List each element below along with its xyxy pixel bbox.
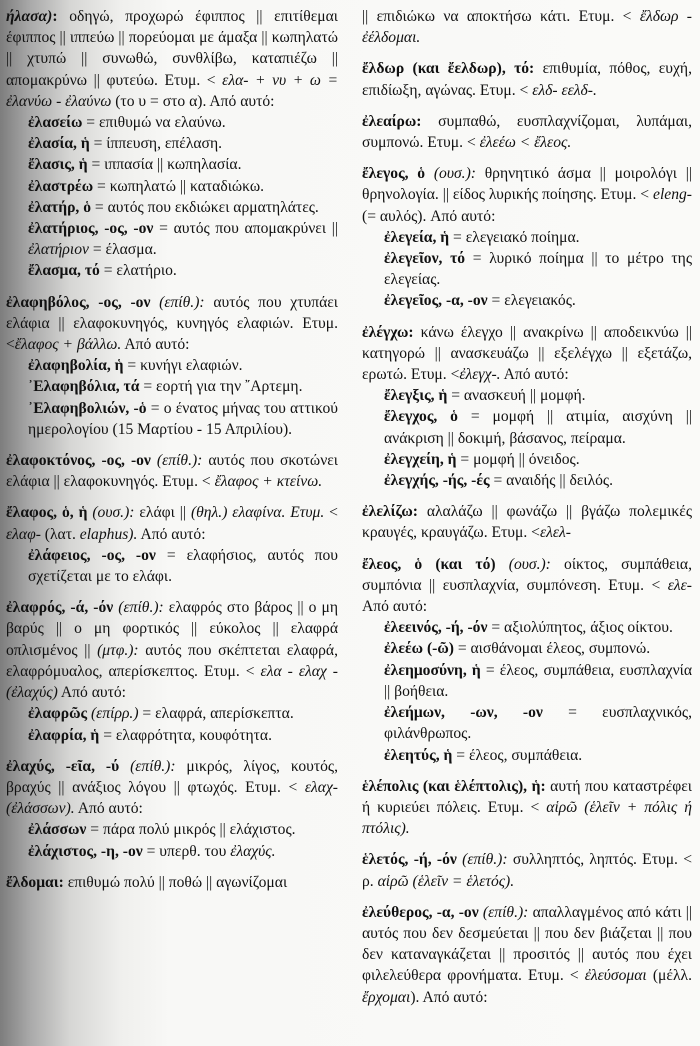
definition-text: συμπαθώ, ευσπλαχνίζομαι, λυπάμαι, συμπονώ. Ετυμ. <: [362, 112, 692, 152]
headword: ἔλεγος, ὁ: [362, 165, 434, 183]
headword: ἐλαφρία, ἡ: [28, 726, 100, 744]
italic-text: (ουσ.):: [92, 504, 135, 522]
dictionary-entry: [362, 322, 692, 492]
sub-entry: [6, 703, 338, 724]
definition-text: = μομφή || όνειδος.: [456, 450, 580, 468]
italic-text: (ουσ.):: [495, 555, 551, 573]
sub-entry: [6, 841, 338, 862]
definition-text: Από αυτό:: [137, 525, 206, 543]
entry-main-text: [362, 58, 692, 100]
entry-main-text: [362, 849, 692, 891]
entry-main-text: [6, 502, 338, 544]
dictionary-entry: [6, 597, 338, 745]
italic-text: (ουσ.):: [433, 165, 476, 183]
headword: ἐλαφρῶς: [28, 705, 88, 723]
italic-text: ἐλεγχ-.: [459, 366, 501, 384]
italic-text: (επίθ.):: [159, 293, 205, 311]
headword: ἐλέγχω:: [362, 323, 414, 341]
sub-entry: [6, 218, 338, 260]
definition-text: = αισθάνομαι έλεος, συμπονώ.: [453, 640, 651, 658]
headword: ἐλαφρός, -ά, -όν: [6, 599, 119, 617]
dictionary-entry: [6, 502, 338, 587]
dictionary-entry: [362, 554, 692, 766]
italic-text: (επίθ.):: [156, 452, 203, 470]
definition-text: αυτός που σκοτώνει ελάφια || ελαφοκυνηγός. Ετυμ. <: [6, 452, 338, 491]
italic-text: ἐλεύσομαι: [584, 967, 647, 985]
sub-entry: [362, 385, 692, 406]
headword: ἐλατήρ, ὁ: [28, 198, 92, 216]
headword: ἐλαφοκτόνος, -ος, -ον: [6, 452, 157, 470]
italic-text: ἔλαφος + κτείνω.: [214, 473, 323, 491]
definition-text: = αυτός που εκδιώκει αρματηλάτες.: [91, 198, 319, 216]
headword: :: [52, 8, 70, 25]
italic-text: ἔλδωρ - ἐέλδομαι.: [362, 8, 692, 47]
entry-main-text: [362, 554, 692, 618]
definition-text: = ανασκευή || μομφή.: [447, 387, 586, 405]
headword: ἐλασία, ἡ: [28, 135, 90, 153]
headword: ἐλαστρέω: [28, 177, 94, 195]
definition-text: = εορτή για την ῎Αρτεμη.: [139, 378, 303, 396]
definition-text: επιθυμία, πόθος, ευχή, επιδίωξη, αγώνας. Ετυμ. <: [362, 60, 692, 99]
italic-text: ελαχ- (ἐλάσσων).: [6, 778, 338, 818]
dictionary-entry: [6, 756, 338, 862]
italic-text: (θηλ.) ελαφίνα. Ετυμ.: [190, 504, 325, 522]
definition-text: = ιππασία || κωπηλασία.: [87, 156, 242, 174]
definition-text: οδηγώ, προχωρώ έφιππος || επιτίθεμαι έφιππος || ιππεύω || πορεύομαι με άμαξα || κωπηλατώ || χτυπώ || συνωθώ, συνθλίβω, καταπιέζω || απομακρύνω || φυτεύω. Ετυμ. <: [6, 8, 338, 89]
definition-text: Από αυτό:: [362, 598, 428, 616]
sub-entry: [362, 470, 692, 491]
definition-text: Από αυτό:: [57, 684, 126, 702]
sub-entry: [362, 248, 692, 290]
entry-main-text: [6, 450, 338, 492]
italic-text: (επίρρ.): [87, 705, 139, 723]
definition-text: = ίππευση, επέλαση.: [89, 135, 223, 153]
headword: ἔλδωρ (και ἔελδωρ), τό:: [362, 60, 535, 78]
headword: ἐλεαίρω:: [362, 112, 422, 130]
entry-main-text: [6, 872, 338, 893]
headword: ἐλάχιστος, -η, -ον: [28, 842, 143, 860]
sub-entry: [6, 819, 338, 840]
headword: ήλασα): [6, 8, 53, 25]
italic-text: ἔρχομαι: [362, 988, 411, 1006]
sub-entry: [362, 290, 692, 311]
definition-text: = ελεγειακός.: [487, 292, 576, 310]
definition-text: <: [324, 504, 338, 522]
headword: ἐλεύθερος, -α, -ον: [362, 903, 483, 921]
definition-text: = ελατήριο.: [99, 262, 177, 280]
headword: ἐλεγεία, ἡ: [384, 228, 450, 246]
definition-text: αυτός που χτυπάει ελάφια || ελαφοκυνηγός, κυνηγός ελαφιών. Ετυμ. <: [6, 293, 338, 354]
headword: ἐλεγχείη, ἡ: [384, 450, 457, 468]
sub-entry: [6, 176, 338, 197]
sub-entry: [362, 638, 692, 659]
headword: ἐλάφειος, -ος, -ον: [28, 546, 156, 564]
entry-main-text: [6, 597, 338, 703]
headword: ἐλατήριος, -ος, -ον: [28, 220, 154, 238]
definition-text: = κωπηλατώ || καταδιώκω.: [93, 177, 265, 195]
headword: ἐλάσσων: [28, 821, 87, 839]
definition-text: = αξιολύπητος, άξιος οίκτου.: [487, 619, 673, 637]
sub-entry: [362, 617, 692, 638]
entry-main-text: [362, 111, 692, 153]
headword: ἔλεος, ὁ (και τό): [362, 555, 496, 573]
italic-text: ελαφ-: [6, 525, 41, 543]
italic-text: (επίθ.):: [130, 757, 176, 775]
italic-text: ελα - ελαχ - (ἐλαχύς): [6, 662, 338, 702]
headword: ἔλαφος, ὁ, ἡ: [6, 504, 93, 522]
italic-text: ελα- + νυ + ω = ἐλανύω - ἐλαύνω: [6, 71, 338, 110]
definition-text: συλληπτός, ληπτός. Ετυμ. < ρ.: [362, 851, 693, 890]
headword: ἐλαφηβόλος, -ος, -ον: [6, 293, 160, 311]
dictionary-entry: [6, 872, 338, 893]
definition-text: = ελαφήσιος, αυτός που σχετίζεται με το ελάφι.: [28, 546, 338, 586]
headword: ἐλελίζω:: [362, 503, 418, 521]
entry-continuation: [362, 6, 692, 48]
entry-main-text: [6, 6, 338, 112]
definition-text: (λατ.: [40, 525, 80, 543]
definition-text: = μομφή || ατιμία, αισχύνη || ανάκριση || δοκιμή, βάσανος, πείραμα.: [384, 408, 692, 447]
headword: ᾿Ελαφηβολιών, -ὁ: [28, 399, 147, 417]
definition-text: = υπερθ. του: [142, 842, 231, 860]
right-column: [362, 6, 692, 1018]
italic-text: αἱρῶ (ἑλεῖν + πόλις ή πτόλις).: [362, 798, 692, 838]
headword: ἑλέπολις (και ἑλέπτολις), ἡ:: [362, 777, 546, 795]
italic-text: ἐλεέω < ἔλεος.: [479, 134, 572, 152]
definition-text: = αυτός που απομακρύνει ||: [153, 220, 339, 238]
sub-entry: [6, 197, 338, 218]
headword: ἐλεεινός, -ή, -όν: [384, 619, 488, 637]
italic-text: (επίθ.):: [462, 851, 508, 869]
definition-text: οίκτος, συμπάθεια, συμπόνια || ευσπλαχνία, συμπόνεση. Ετυμ. <: [362, 555, 692, 594]
italic-text: (μτφ.):: [97, 641, 139, 659]
italic-text: ἔλαφος + βάλλω.: [14, 336, 122, 354]
sub-entry: [362, 449, 692, 470]
entry-main-text: [362, 6, 692, 48]
sub-entry: [6, 260, 338, 281]
definition-text: (μέλλ.: [646, 967, 692, 985]
definition-text: ). Από αυτό:: [410, 988, 488, 1006]
definition-text: ελαφρός στο βάρος || ο μη βαρύς || ο μη φορτικός || εύκολος || ελαφρά οπλισμένος ||: [6, 599, 338, 659]
sub-entry: [6, 112, 338, 133]
definition-text: επιθυμώ πολύ || ποθώ || αγωνίζομαι: [63, 873, 288, 891]
headword: ἔλδομαι:: [6, 873, 64, 891]
headword: ἐλαχύς, -εῖα, -ύ: [6, 757, 131, 775]
definition-text: μικρός, λίγος, κουτός, βραχύς || ανάξιος λόγου || φτωχός. Ετυμ. <: [6, 757, 338, 796]
headword: ἐλεητύς, ἡ: [384, 746, 453, 764]
definition-text: = αναιδής || δειλός.: [489, 472, 613, 490]
entry-main-text: [362, 776, 692, 840]
definition-text: = ο ένατος μήνας του αττικού ημερολογίου (15 Μαρτίου - 15 Απριλίου).: [28, 399, 338, 438]
definition-text: θρηνητικό άσμα || μοιρολόγι || θρηνολογία. || είδος λυρικής ποίησης. Ετυμ. <: [362, 165, 692, 204]
left-column: [6, 6, 338, 903]
definition-text: = ελεγειακό ποίημα.: [449, 228, 580, 246]
sub-entry: [6, 376, 338, 397]
dictionary-entry: [362, 501, 692, 543]
sub-entry: [362, 227, 692, 248]
sub-entry: [6, 545, 338, 587]
sub-entry: [362, 406, 692, 448]
definition-text: = ευσπλαχνικός, φιλάνθρωπος.: [384, 704, 692, 743]
definition-text: απαλλαγμένος από κάτι || αυτός που δεν δεσμεύεται || που δεν βιάζεται || που δεν καταναγκάζεται || προσιτός || αυτός που έχει φιλελεύθερα φρονήματα. Ετυμ. <: [362, 903, 693, 985]
definition-text: = λυρικό ποίημα || το μέτρο της ελεγείας.: [384, 250, 692, 289]
definition-text: Από αυτό:: [121, 336, 190, 354]
headword: ἐλεήμων, -ων, -ον: [384, 704, 543, 722]
italic-text: ελδ- εελδ-.: [532, 81, 597, 99]
italic-text: αἱρῶ (ἑλεῖν = ἑλετός).: [377, 872, 515, 890]
sub-entry: [362, 660, 692, 702]
dictionary-entry: [362, 902, 692, 1008]
headword: ἔλασις, ἡ: [28, 156, 88, 174]
definition-text: αλαλάζω || φωνάζω || βγάζω πολεμικές κραυγές, κραυγάζω. Ετυμ. <: [362, 503, 692, 542]
headword: ἐλεγεῖον, τό: [384, 250, 466, 268]
definition-text: αυτός που σκέπτεται ελαφρά, ελαφρόμυαλος, απερίσκεπτος. Ετυμ. <: [6, 641, 338, 680]
dictionary-entry: [6, 450, 338, 492]
sub-entry: [362, 745, 692, 766]
definition-text: = έλασμα.: [88, 241, 157, 259]
dictionary-entry: [362, 58, 692, 100]
headword: ἐλεέω (-ῶ): [384, 640, 454, 658]
italic-text: (επίθ.):: [482, 903, 529, 921]
headword: ἔλεγχος, ὁ: [384, 408, 458, 426]
entry-main-text: [362, 902, 692, 1008]
italic-text: elaphus).: [79, 525, 138, 543]
italic-text: ελελ-: [539, 524, 571, 542]
entry-main-text: [362, 322, 692, 386]
sub-entry: [6, 154, 338, 175]
definition-text: = πάρα πολύ μικρός || ελάχιστος.: [86, 821, 296, 839]
headword: ἑλετός, -ή, -όν: [362, 851, 463, 869]
dictionary-entry: [362, 163, 692, 311]
definition-text: = επιθυμώ να ελαύνω.: [82, 114, 226, 132]
headword: ἔλασμα, τό: [28, 262, 100, 280]
italic-text: eleng-: [653, 186, 692, 204]
headword: ἐλεγχής, -ής, -ές: [384, 472, 490, 490]
sub-entry: [6, 725, 338, 746]
sub-entry: [6, 355, 338, 376]
entry-continuation: [6, 6, 338, 282]
entry-main-text: [6, 292, 338, 356]
entry-main-text: [362, 163, 692, 227]
definition-text: (= αυλός). Από αυτό:: [362, 207, 496, 225]
entry-main-text: [362, 501, 692, 543]
dictionary-entry: [362, 849, 692, 891]
definition-text: ελάφι ||: [134, 504, 191, 522]
dictionary-entry: [362, 111, 692, 153]
italic-text: ἐλατήριον: [28, 241, 89, 259]
definition-text: = ελαφρά, απερίσκεπτα.: [138, 705, 294, 723]
headword: ἔλεγξις, ἡ: [384, 387, 448, 405]
entry-main-text: [6, 756, 338, 820]
definition-text: Από αυτό:: [74, 800, 143, 818]
definition-text: = έλεος, συμπάθεια.: [452, 746, 583, 764]
sub-entry: [6, 398, 338, 440]
headword: ἐλεγεῖος, -α, -ον: [384, 292, 488, 310]
definition-text: κάνω έλεγχο || ανακρίνω || αποδεικνύω || κατηγορώ || ανασκευάζω || εξελέγχω || εξετάζω, ερωτώ. Ετυμ. <: [362, 323, 692, 384]
italic-text: ελε-: [667, 576, 692, 594]
sub-entry: [362, 702, 692, 744]
dictionary-entry: [6, 292, 338, 440]
definition-text: = ελαφρότητα, κουφότητα.: [99, 726, 272, 744]
dictionary-entry: [362, 776, 692, 840]
italic-text: ἐλαχύς.: [230, 842, 276, 860]
definition-text: = έλεος, συμπάθεια, ευσπλαχνία || βοήθεια.: [384, 661, 693, 700]
definition-text: αυτή που καταστρέφει ή κυριεύει πόλεις. Ετυμ. <: [362, 777, 692, 816]
headword: ἐλεημοσύνη, ἡ: [384, 661, 481, 679]
definition-text: = κυνήγι ελαφιών.: [123, 357, 243, 375]
definition-text: (το υ = στο α). Από αυτό:: [111, 92, 275, 110]
headword: ᾿Ελαφηβόλια, τά: [28, 378, 140, 396]
italic-text: (επίθ.):: [118, 599, 164, 617]
sub-entry: [6, 133, 338, 154]
definition-text: Από αυτό:: [500, 366, 569, 384]
definition-text: || επιδιώκω να αποκτήσω κάτι. Ετυμ. <: [362, 8, 640, 25]
headword: ἐλασείω: [28, 114, 83, 132]
headword: ἐλαφηβολία, ἡ: [28, 357, 124, 375]
